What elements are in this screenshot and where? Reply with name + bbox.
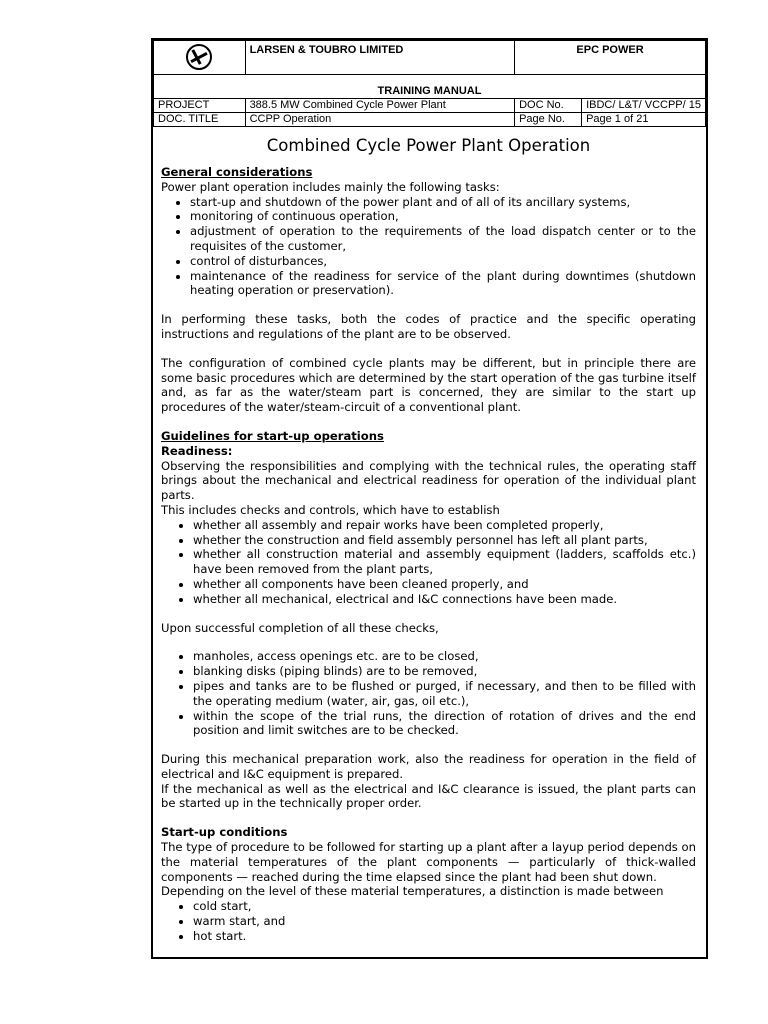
section-heading-general: General considerations	[161, 165, 313, 179]
paragraph: If the mechanical as well as the electrical and I&C clearance is issued, the plant parts can be started up in the technically proper order.	[161, 781, 696, 811]
doc-title-value: CCPP Operation	[245, 113, 515, 127]
division-name: EPC POWER	[515, 41, 706, 75]
list-item: • whether all construction material and assembly equipment (ladders, scaffolds etc.) have been removed from the plant parts,	[193, 547, 696, 577]
start-type-list	[161, 899, 696, 943]
list-item: • hot start.	[193, 929, 696, 944]
paragraph: During this mechanical preparation work, also the readiness for operation in the field of electrical and I&C equipment is prepared.	[161, 752, 696, 781]
manual-label: TRAINING MANUAL	[154, 75, 706, 99]
list-item: • pipes and tanks are to be flushed or purged, if necessary, and then to be filled with the operating medium (water, air, gas, oil etc.),	[193, 679, 696, 709]
paragraph: Upon successful completion of all these checks,	[161, 620, 439, 635]
lt-logo-icon	[186, 44, 212, 70]
paragraph: The type of procedure to be followed for starting up a plant after a layup period depends on the material temperatures of the plant components — particularly of thick-walled components — reached during the time elapsed since the plant had been shut down.	[161, 840, 696, 884]
company-name: LARSEN & TOUBRO LIMITED	[245, 41, 515, 75]
subheading-readiness: Readiness:	[161, 443, 233, 458]
list-item: • control of disturbances,	[190, 254, 696, 269]
section-heading-guidelines: Guidelines for start-up operations	[161, 428, 384, 443]
docno-value: IBDC/ L&T/ VCCPP/ 15	[582, 99, 706, 113]
project-value: 388.5 MW Combined Cycle Power Plant	[245, 99, 515, 113]
list-item: • within the scope of the trial runs, the direction of rotation of drives and the end position and limit switches are to be checked.	[193, 709, 696, 739]
list-item: • adjustment of operation to the requirements of the load dispatch center or to the requisites of the customer,	[190, 224, 696, 254]
general-task-list	[161, 195, 696, 299]
doc-title-label: DOC. TITLE	[154, 113, 246, 127]
page-label: Page No.	[515, 113, 582, 127]
logo-cell	[154, 41, 246, 75]
project-label: PROJECT	[154, 99, 246, 113]
general-intro: Power plant operation includes mainly the following tasks:	[161, 179, 500, 194]
paragraph: In performing these tasks, both the codes of practice and the specific operating instructions and regulations of the plant are to be observed.	[161, 312, 696, 341]
section-heading-startup: Start-up conditions	[161, 825, 288, 840]
document-title: Combined Cycle Power Plant Operation	[266, 136, 591, 155]
list-item: • monitoring of continuous operation,	[190, 209, 696, 224]
list-item: • maintenance of the readiness for service of the plant during downtimes (shutdown heating operation or preservation).	[190, 269, 696, 299]
list-item: • manholes, access openings etc. are to be closed,	[193, 649, 696, 664]
document-page	[151, 38, 708, 959]
paragraph: This includes checks and controls, which have to establish	[161, 502, 500, 517]
header-table	[153, 40, 706, 127]
page-value: Page 1 of 21	[582, 113, 706, 127]
list-item: • cold start,	[193, 899, 696, 914]
list-item: • start-up and shutdown of the power plant and of all of its ancillary systems,	[190, 195, 696, 210]
paragraph: Depending on the level of these material temperatures, a distinction is made between	[161, 884, 664, 899]
docno-label: DOC No.	[515, 99, 582, 113]
list-item: • whether all assembly and repair works have been completed properly,	[193, 518, 696, 533]
list-item: • blanking disks (piping blinds) are to be removed,	[193, 664, 696, 679]
list-item: • whether all mechanical, electrical and I&C connections have been made.	[193, 592, 696, 607]
list-item: • warm start, and	[193, 914, 696, 929]
document-body	[161, 136, 696, 944]
check-list	[161, 518, 696, 607]
paragraph: Observing the responsibilities and complying with the technical rules, the operating staff brings about the mechanical and electrical readiness for operation of the individual plant parts.	[161, 458, 696, 503]
list-item: • whether the construction and field assembly personnel has left all plant parts,	[193, 533, 696, 548]
paragraph: The configuration of combined cycle plants may be different, but in principle there are some basic procedures which are determined by the start operation of the gas turbine itself and, as far as the water/steam part is concerned, they are similar to the start up procedures of the water/steam-circuit of a conventional plant.	[161, 355, 696, 415]
completion-list	[161, 649, 696, 738]
list-item: • whether all components have been cleaned properly, and	[193, 577, 696, 592]
